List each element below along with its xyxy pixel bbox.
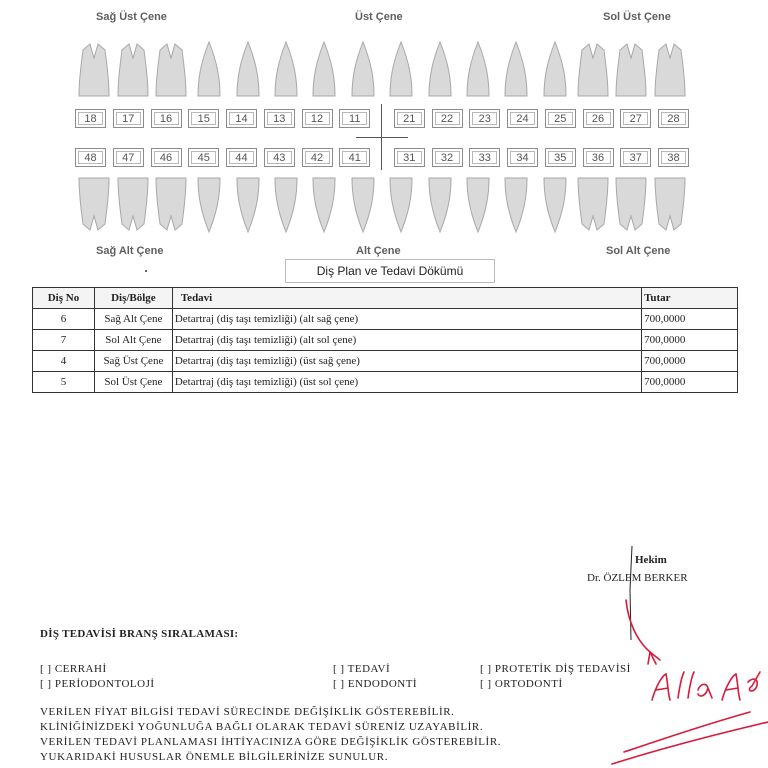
tooth-icon bbox=[190, 174, 228, 236]
tooth-icon bbox=[267, 38, 305, 100]
note-line: YUKARIDAKİ HUSUSLAR ÖNEMLE BİLGİLERİNİZE SUNULUR. bbox=[40, 751, 389, 763]
tooth-icon bbox=[113, 38, 151, 100]
doctor-name: Dr. ÖZLEM BERKER bbox=[587, 572, 688, 584]
table-header-row bbox=[33, 288, 738, 309]
table-row bbox=[33, 330, 738, 351]
tooth-number-box: 33 bbox=[469, 148, 500, 167]
tooth-icon bbox=[420, 174, 458, 236]
lower-jaw-label: Alt Çene bbox=[356, 245, 401, 257]
lower-left-jaw-label: Sol Alt Çene bbox=[606, 245, 671, 257]
tooth-icon bbox=[612, 38, 650, 100]
tooth-number-box: 35 bbox=[545, 148, 576, 167]
row-region: Sağ Üst Çene bbox=[94, 351, 172, 372]
tooth-icon bbox=[344, 174, 382, 236]
tooth-icon bbox=[497, 174, 535, 236]
branch-prosthetic: [ ] PROTETİK DİŞ TEDAVİSİ bbox=[480, 663, 631, 675]
tooth-icon bbox=[152, 38, 190, 100]
tooth-icon bbox=[612, 174, 650, 236]
treatment-table bbox=[32, 287, 738, 393]
tooth-number-box: 16 bbox=[151, 109, 182, 128]
upper-teeth-illustration bbox=[75, 38, 689, 100]
tooth-number-box: 28 bbox=[658, 109, 689, 128]
row-tooth-no: 7 bbox=[33, 330, 95, 351]
tooth-number-box: 48 bbox=[75, 148, 106, 167]
tooth-icon bbox=[459, 38, 497, 100]
tooth-icon bbox=[229, 38, 267, 100]
tooth-icon bbox=[113, 174, 151, 236]
tooth-icon bbox=[75, 38, 113, 100]
tooth-number-box: 18 bbox=[75, 109, 106, 128]
tooth-icon bbox=[305, 38, 343, 100]
table-row bbox=[33, 309, 738, 330]
row-region: Sol Üst Çene bbox=[94, 372, 172, 393]
tooth-number-box: 37 bbox=[620, 148, 651, 167]
lower-teeth-illustration bbox=[75, 174, 689, 236]
branch-periodontology: [ ] PERİODONTOLOJİ bbox=[40, 678, 155, 690]
tooth-icon bbox=[267, 174, 305, 236]
row-amount: 700,0000 bbox=[642, 372, 738, 393]
header-region: Diş/Bölge bbox=[94, 288, 172, 309]
tooth-icon bbox=[229, 174, 267, 236]
tooth-icon bbox=[574, 38, 612, 100]
midline-gap bbox=[377, 109, 387, 128]
lower-right-jaw-label: Sağ Alt Çene bbox=[96, 245, 164, 257]
tooth-number-box: 21 bbox=[394, 109, 425, 128]
note-line: VERİLEN FİYAT BİLGİSİ TEDAVİ SÜRECİNDE DEĞİŞİKLİK GÖSTEREBİLİR. bbox=[40, 706, 455, 718]
row-treatment: Detartraj (diş taşı temizliği) (üst sol çene) bbox=[172, 372, 641, 393]
tooth-number-box: 15 bbox=[188, 109, 219, 128]
table-row bbox=[33, 372, 738, 393]
scan-speck bbox=[145, 270, 147, 272]
tooth-icon bbox=[382, 174, 420, 236]
tooth-number-box: 44 bbox=[226, 148, 257, 167]
tooth-number-box: 26 bbox=[583, 109, 614, 128]
branch-list-title: DİŞ TEDAVİSİ BRANŞ SIRALAMASI: bbox=[40, 628, 239, 640]
tooth-number-box: 46 bbox=[151, 148, 182, 167]
upper-jaw-label: Üst Çene bbox=[355, 11, 403, 23]
table-row bbox=[33, 351, 738, 372]
tooth-number-box: 25 bbox=[545, 109, 576, 128]
tooth-icon bbox=[536, 174, 574, 236]
upper-right-jaw-label: Sağ Üst Çene bbox=[96, 11, 167, 23]
tooth-icon bbox=[420, 38, 458, 100]
tooth-number-box: 47 bbox=[113, 148, 144, 167]
header-treatment: Tedavi bbox=[172, 288, 641, 309]
tooth-number-box: 41 bbox=[339, 148, 370, 167]
tooth-icon bbox=[536, 38, 574, 100]
tooth-number-box: 45 bbox=[188, 148, 219, 167]
tooth-icon bbox=[574, 174, 612, 236]
tooth-number-box: 14 bbox=[226, 109, 257, 128]
row-treatment: Detartraj (diş taşı temizliği) (alt sağ çene) bbox=[172, 309, 641, 330]
tooth-icon bbox=[497, 38, 535, 100]
tooth-icon bbox=[651, 174, 689, 236]
tooth-icon bbox=[75, 174, 113, 236]
tooth-icon bbox=[152, 174, 190, 236]
tooth-number-box: 36 bbox=[583, 148, 614, 167]
tooth-number-box: 38 bbox=[658, 148, 689, 167]
tooth-number-box: 42 bbox=[302, 148, 333, 167]
lower-tooth-numbers bbox=[75, 148, 689, 167]
tooth-icon bbox=[382, 38, 420, 100]
tooth-number-box: 43 bbox=[264, 148, 295, 167]
tooth-number-box: 22 bbox=[432, 109, 463, 128]
tooth-number-box: 32 bbox=[432, 148, 463, 167]
plan-title: Diş Plan ve Tedavi Dökümü bbox=[285, 259, 495, 283]
row-treatment: Detartraj (diş taşı temizliği) (alt sol çene) bbox=[172, 330, 641, 351]
row-amount: 700,0000 bbox=[642, 309, 738, 330]
row-amount: 700,0000 bbox=[642, 330, 738, 351]
tooth-number-box: 11 bbox=[339, 109, 370, 128]
row-tooth-no: 5 bbox=[33, 372, 95, 393]
tooth-icon bbox=[651, 38, 689, 100]
note-line: KLİNİĞİNİZDEKİ YOĞUNLUĞA BAĞLI OLARAK TEDAVİ SÜRENİZ UZAYABİLİR. bbox=[40, 721, 484, 733]
row-region: Sol Alt Çene bbox=[94, 330, 172, 351]
tooth-icon bbox=[190, 38, 228, 100]
tooth-icon bbox=[459, 174, 497, 236]
doctor-title: Hekim bbox=[635, 554, 667, 566]
branch-endodontics: [ ] ENDODONTİ bbox=[333, 678, 418, 690]
branch-orthodontics: [ ] ORTODONTİ bbox=[480, 678, 563, 690]
row-region: Sağ Alt Çene bbox=[94, 309, 172, 330]
tooth-number-box: 17 bbox=[113, 109, 144, 128]
tooth-icon bbox=[344, 38, 382, 100]
midline-horizontal bbox=[356, 137, 408, 138]
tooth-number-box: 27 bbox=[620, 109, 651, 128]
tooth-number-box: 24 bbox=[507, 109, 538, 128]
row-tooth-no: 6 bbox=[33, 309, 95, 330]
upper-left-jaw-label: Sol Üst Çene bbox=[603, 11, 671, 23]
header-amount: Tutar bbox=[642, 288, 738, 309]
tooth-icon bbox=[305, 174, 343, 236]
notes-block bbox=[40, 705, 501, 765]
tooth-number-box: 31 bbox=[394, 148, 425, 167]
tooth-number-box: 34 bbox=[507, 148, 538, 167]
branch-surgery: [ ] CERRAHİ bbox=[40, 663, 107, 675]
row-treatment: Detartraj (diş taşı temizliği) (üst sağ çene) bbox=[172, 351, 641, 372]
note-line: VERİLEN TEDAVİ PLANLAMASI İHTİYACINIZA GÖRE DEĞİŞİKLİK GÖSTEREBİLİR. bbox=[40, 736, 502, 748]
tooth-number-box: 23 bbox=[469, 109, 500, 128]
branch-treatment: [ ] TEDAVİ bbox=[333, 663, 391, 675]
tooth-number-box: 13 bbox=[264, 109, 295, 128]
row-tooth-no: 4 bbox=[33, 351, 95, 372]
tooth-number-box: 12 bbox=[302, 109, 333, 128]
midline-gap bbox=[377, 148, 387, 167]
header-tooth-no: Diş No bbox=[33, 288, 95, 309]
upper-tooth-numbers bbox=[75, 109, 689, 128]
row-amount: 700,0000 bbox=[642, 351, 738, 372]
